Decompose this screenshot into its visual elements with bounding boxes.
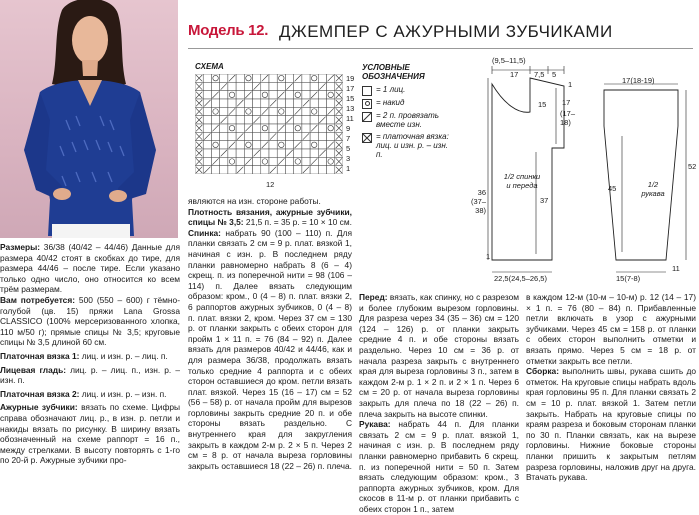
title-divider (188, 48, 693, 49)
chart-cell (310, 99, 318, 107)
chart-cell (261, 99, 269, 107)
chart-cell (277, 149, 285, 157)
pattern-front-back (452, 56, 580, 284)
chart-cell (253, 132, 261, 140)
sleeve-total-measure: 52 (688, 162, 697, 171)
chart-cell (244, 166, 252, 174)
chart-cell (310, 166, 318, 174)
chart-cell (294, 166, 302, 174)
chart-cell (261, 116, 269, 124)
legend-item-yarn-over: = накид (362, 98, 450, 109)
chart-cell (269, 91, 277, 99)
chart-cell (203, 91, 211, 99)
chart-cell (253, 157, 261, 165)
column-back (188, 196, 352, 514)
chart-cell (277, 166, 285, 174)
chart-cell (261, 132, 269, 140)
chart-cell (269, 149, 277, 157)
chart-row-number: 5 (346, 144, 351, 153)
chart-cell (220, 107, 228, 115)
garter-1-text: лиц. и изн. р. – лиц. п. (79, 350, 168, 361)
chart-cell (327, 82, 335, 90)
materials-label: Вам потребуется: (0, 294, 76, 305)
sleeve-height-measure: 45 (608, 184, 617, 193)
chart-cell (211, 82, 219, 90)
armhole-measure: 17 (562, 98, 571, 107)
chart-cell (277, 82, 285, 90)
legend-item-k2tog: = 2 п. провязать вместе изн. (362, 111, 450, 130)
sleeve-label: 1/2 рукава (641, 180, 665, 198)
chart-cell (302, 107, 310, 115)
chart-cell (285, 74, 293, 82)
garter-1-label: Платочная вязка 1: (0, 350, 80, 361)
neck-measure: 15 (538, 100, 547, 109)
armhole-measure-range: (17–18) (560, 109, 576, 127)
width-measure: 22,5(24,5–26,5) (494, 274, 547, 283)
chart-cell (302, 91, 310, 99)
sizes-label: Размеры: (0, 242, 41, 252)
chart-cell (318, 91, 326, 99)
chart-cell (253, 107, 261, 115)
sleeve-cuff-measure: 15(7-8) (616, 274, 641, 283)
chart-cell (220, 166, 228, 174)
chart-cell (302, 124, 310, 132)
schema-label: СХЕМА (195, 62, 224, 71)
sleeve-continued: в каждом 12-м (10-м – 10-м) р. 12 (14 – 17) × 1 п. = 76 (80 – 84) п. Прибавленные петли включать в узор с ажурными зубчиками. Через 45 см = 158 р. от планки с обеих сторон выполнить отметки и вязать прямо. Через 5 см = 18 р. от отметки закрыть все петли. (526, 292, 696, 366)
chart-cell (203, 157, 211, 165)
chart-cell (236, 82, 244, 90)
legend-item-garter: = платочная вязка: лиц. и изн. р. – изн. п. (362, 132, 450, 160)
legend-title: УСЛОВНЫЕ ОБОЗНАЧЕНИЯ (362, 63, 425, 82)
front-back-label: 1/2 спинки и переда (503, 172, 541, 190)
lace-continued: являются на изн. стороне работы. (188, 196, 321, 206)
chart-cell (285, 99, 293, 107)
chart-cell (244, 149, 252, 157)
chart-cell (310, 82, 318, 90)
chart-cell (236, 74, 244, 82)
assembly-label: Сборка: (526, 366, 559, 377)
chart-row-number: 13 (346, 104, 355, 113)
chart-cell (285, 157, 293, 165)
gauge-label: Плотность вязания, ажурные зубчики, спицы № 3,5: (188, 206, 352, 228)
chart-cell (285, 91, 293, 99)
chart-cell (318, 99, 326, 107)
chart-cell (244, 116, 252, 124)
stockinette-text: лиц. р. – лиц. п., изн. р. – изн. п. (0, 364, 180, 386)
chart-cell (220, 99, 228, 107)
stockinette-label: Лицевая гладь: (0, 364, 67, 375)
chart-cell (203, 116, 211, 124)
chart-cell (294, 82, 302, 90)
chart-cell (269, 82, 277, 90)
chart-cell (277, 132, 285, 140)
chart-cell (269, 107, 277, 115)
chart-cell (211, 99, 219, 107)
chart-cell (253, 74, 261, 82)
chart-row-number: 3 (346, 154, 351, 163)
chart-cell (302, 116, 310, 124)
chart-cell (269, 74, 277, 82)
chart-cell (294, 116, 302, 124)
chart-cell (318, 166, 326, 174)
sizes-text: 36/38 (40/42 – 44/46) Данные для размера 40/42 стоят в скобках до тире, для размера 44/46 – после тире. Если указано только одно число, оно относится ко всем трём размерам. (0, 242, 180, 295)
chart-cell (269, 124, 277, 132)
column-front-sleeves (359, 292, 519, 514)
chart-row-number: 9 (346, 124, 351, 133)
chart-cell (294, 132, 302, 140)
empty-square-icon (362, 86, 372, 96)
chart-cell (310, 116, 318, 124)
chart-cell (302, 149, 310, 157)
chart-row-number: 15 (346, 94, 355, 103)
chart-cell (318, 141, 326, 149)
legend (362, 63, 450, 162)
chart-cell (203, 74, 211, 82)
gauge-text: 21,5 п. = 35 р. = 10 × 10 см. (243, 217, 352, 228)
chart-cell (302, 82, 310, 90)
chart-cell (302, 157, 310, 165)
chart-cell (244, 132, 252, 140)
legend-item-knit: = 1 лиц. (362, 85, 450, 96)
chart-cell (228, 166, 236, 174)
chart-cell (285, 132, 293, 140)
chart-cell (327, 132, 335, 140)
front-label: Перед: (359, 292, 388, 302)
chart-cell (318, 124, 326, 132)
chart-cell (285, 141, 293, 149)
sleeve-text: набрать 44 п. Для планки связать 2 см = 9 р. плат. вязкой 1, начиная с изн. р. В последнем ряду планки равномерно прибавить 6 скрещ. п. из поперечной нити = 50 п. Затем вязать следующим образом: кром., 3 раппорта ажурных зубчиков, кром. Для скосов в 11-м р. от планки прибавить с обеих сторон 1 п., затем (359, 419, 519, 514)
chart-cell (261, 82, 269, 90)
chart-cell (285, 107, 293, 115)
hem-measure: 1 (486, 252, 491, 261)
chart-cell (236, 141, 244, 149)
chart-cell (220, 74, 228, 82)
assembly-text: выполнить швы, рукава сшить до отметок. На круговые спицы набрать вдоль края горловины 95 п. Для планки связать 2 см = 10 р. плат. вязкой 1. Затем петли закрыть. Набрать на круговые спицы по краям разреза и боковым сторонам планки по 30 п. Планки связать, как на вырезе горловины. Нижние боковые стороны планки пришить к закрытым петлям разреза горловины, наложив друг на друга. Втачать рукава. (526, 366, 696, 483)
chart-cell (220, 124, 228, 132)
chart-cell (318, 107, 326, 115)
chart-cell (203, 141, 211, 149)
model-number: Модель 12. (188, 22, 269, 39)
chart-cell (327, 166, 335, 174)
chart-cell (211, 149, 219, 157)
chart-cell (244, 99, 252, 107)
garter-2-label: Платочная вязка 2: (0, 388, 80, 399)
column-sizes-materials (0, 242, 180, 514)
back-label: Спинка: (188, 227, 221, 238)
chart-cell (220, 91, 228, 99)
chart-cell (261, 166, 269, 174)
chart-cell (327, 99, 335, 107)
chart-cell (269, 141, 277, 149)
chart-cell (294, 99, 302, 107)
top-measure-2: 7,5 (534, 70, 545, 79)
front-text: вязать, как спинку, но с разрезом и более глубоким вырезом горловины. Для разреза через 34 (35 – 36) см = 120 (124 – 126) р. от планки закрыть средние 4 п. и обе стороны вязать раздельно. Через 10 см = 36 р. от начала разреза закрыть с внутреннего края для выреза горловины 3 п., затем в каждом 2-м р. 1 × 2 п. и 2 × 1 п. Через 6 см = 20 р. от начала выреза горловины закрыть для плеча по 18 (22 – 26) п. плеча закрыть на высоте спинки. (359, 292, 519, 419)
sleeve-hem-measure: 11 (672, 264, 680, 273)
circle-square-icon (362, 99, 372, 109)
side-measure-top: 1 (568, 80, 573, 89)
chart-cell (211, 132, 219, 140)
page-title: ДЖЕМПЕР С АЖУРНЫМИ ЗУБЧИКАМИ (279, 22, 613, 41)
chart-cell (228, 82, 236, 90)
chart-cell (285, 124, 293, 132)
chart-cell (220, 141, 228, 149)
chart-cell (253, 91, 261, 99)
sleeve-top-measure: 17(18-19) (622, 76, 655, 85)
column-assembly (526, 292, 696, 514)
lace-label: Ажурные зубчики: (0, 402, 78, 413)
chart-cell (244, 82, 252, 90)
top-measure-1: 17 (510, 70, 519, 79)
body-height-measure: 37 (540, 196, 549, 205)
knitting-chart-grid (195, 74, 343, 174)
chart-cell (302, 141, 310, 149)
chart-cell (220, 157, 228, 165)
chart-row-number: 17 (346, 84, 355, 93)
chart-row-number: 19 (346, 74, 355, 83)
chart-cell (228, 116, 236, 124)
back-text: набрать 90 (100 – 110) п. Для планки связать 2 см = 9 р. плат. вязкой 1, начиная с изн. р. В последнем ряду планки равномерно набрать 8 (6 – 4) скрещ. п. из поперечной нити = 98 (106 – 114) п. Далее вязать следующим образом: кром., 0 (4 – 8) п. плат. вязки 2, 6 раппортов ажурных зубчиков, 0 (4 – 8) п. плат. вязки 2, кром. Через 37 см = 130 р. от планки закрыть с обеих сторон для пройм 1 × 11 п. = 76 (84 – 92) п. Далее вязать для размеров 40/42 и 44/46, как и для размера 36/38, продолжать вязать только средние 4 раппорта и с обеих сторон оставшиеся до кром. петли вязать плат. вязкой. Через 15 (16 – 17) см = 52 (56 – 58) р. от начала пройм для вырезов горловины закрыть средние 20 п. и обе стороны вязать раздельно. С внутреннего края для закругления закрыть в каждом 2-м р. 2 × 5 п. Через 2 см = 8 р. от начала выреза горловины закрыть оставшиеся 18 (22 – 26) п. плеча. (188, 227, 352, 471)
total-height-measure: 36 (37–38) (470, 188, 486, 215)
chart-cell (236, 107, 244, 115)
chart-cell (269, 116, 277, 124)
chart-cell (318, 157, 326, 165)
chart-cell (228, 149, 236, 157)
chart-cell (277, 116, 285, 124)
model-photo (0, 0, 178, 238)
chart-cell (236, 91, 244, 99)
pattern-front-back-outline (452, 56, 580, 284)
top-measure: (9,5–11,5) (492, 56, 526, 65)
chart-row-number: 11 (346, 114, 354, 123)
chart-width-label: 12 (266, 180, 275, 189)
chart-cell (318, 74, 326, 82)
lace-text: вязать по схеме. Цифры справа обозначают лиц. р., в изн. р. петли и накиды вязать по рисунку. В ширину вязать обозначенный на схеме раппорт = 16 п., между стрелками. В высоту повторять с 1-го по 20-й р. Ажурные зубчики про- (0, 402, 180, 466)
materials-text: 500 (550 – 600) г тёмно-голубой (цв. 15) пряжи Lana Grossa CLASSICO (100% мерсеризованного хлопка, 110 м/50 г); прямые спицы № 3,5; круговые спицы № 3,5 длиной 60 см. (0, 294, 180, 348)
chart-cell (310, 149, 318, 157)
diagonal-square-icon (362, 112, 372, 122)
chart-cell (236, 149, 244, 157)
chart-cell (294, 149, 302, 157)
chart-cell (203, 149, 211, 157)
chart-cell (327, 116, 335, 124)
chart-cell (277, 99, 285, 107)
chart-cell (203, 82, 211, 90)
chart-cell (236, 116, 244, 124)
chart-cell (228, 132, 236, 140)
top-measure-3: 5 (552, 70, 557, 79)
knitting-chart (195, 74, 343, 174)
chart-row-number: 7 (346, 134, 351, 143)
cross-square-icon (362, 133, 372, 143)
woman-in-blue-sweater-illustration (0, 0, 178, 238)
chart-cell (236, 157, 244, 165)
chart-cell (261, 149, 269, 157)
chart-cell (253, 99, 261, 107)
chart-cell (285, 166, 293, 174)
chart-cell (228, 99, 236, 107)
chart-cell (318, 132, 326, 140)
chart-cell (203, 124, 211, 132)
chart-row-number: 1 (346, 164, 351, 173)
chart-cell (269, 157, 277, 165)
sleeve-label-heading: Рукава: (359, 419, 391, 430)
chart-cell (236, 124, 244, 132)
garter-2-text: лиц. и изн. р. – изн. п. (79, 388, 167, 399)
chart-cell (253, 166, 261, 174)
chart-row-numbers (346, 74, 360, 174)
chart-cell (211, 166, 219, 174)
pattern-sleeve (582, 76, 698, 284)
chart-cell (302, 74, 310, 82)
chart-cell (310, 132, 318, 140)
header (188, 20, 693, 50)
chart-cell (211, 116, 219, 124)
chart-cell (253, 141, 261, 149)
chart-cell (220, 132, 228, 140)
chart-cell (327, 149, 335, 157)
chart-cell (203, 107, 211, 115)
chart-cell (253, 124, 261, 132)
